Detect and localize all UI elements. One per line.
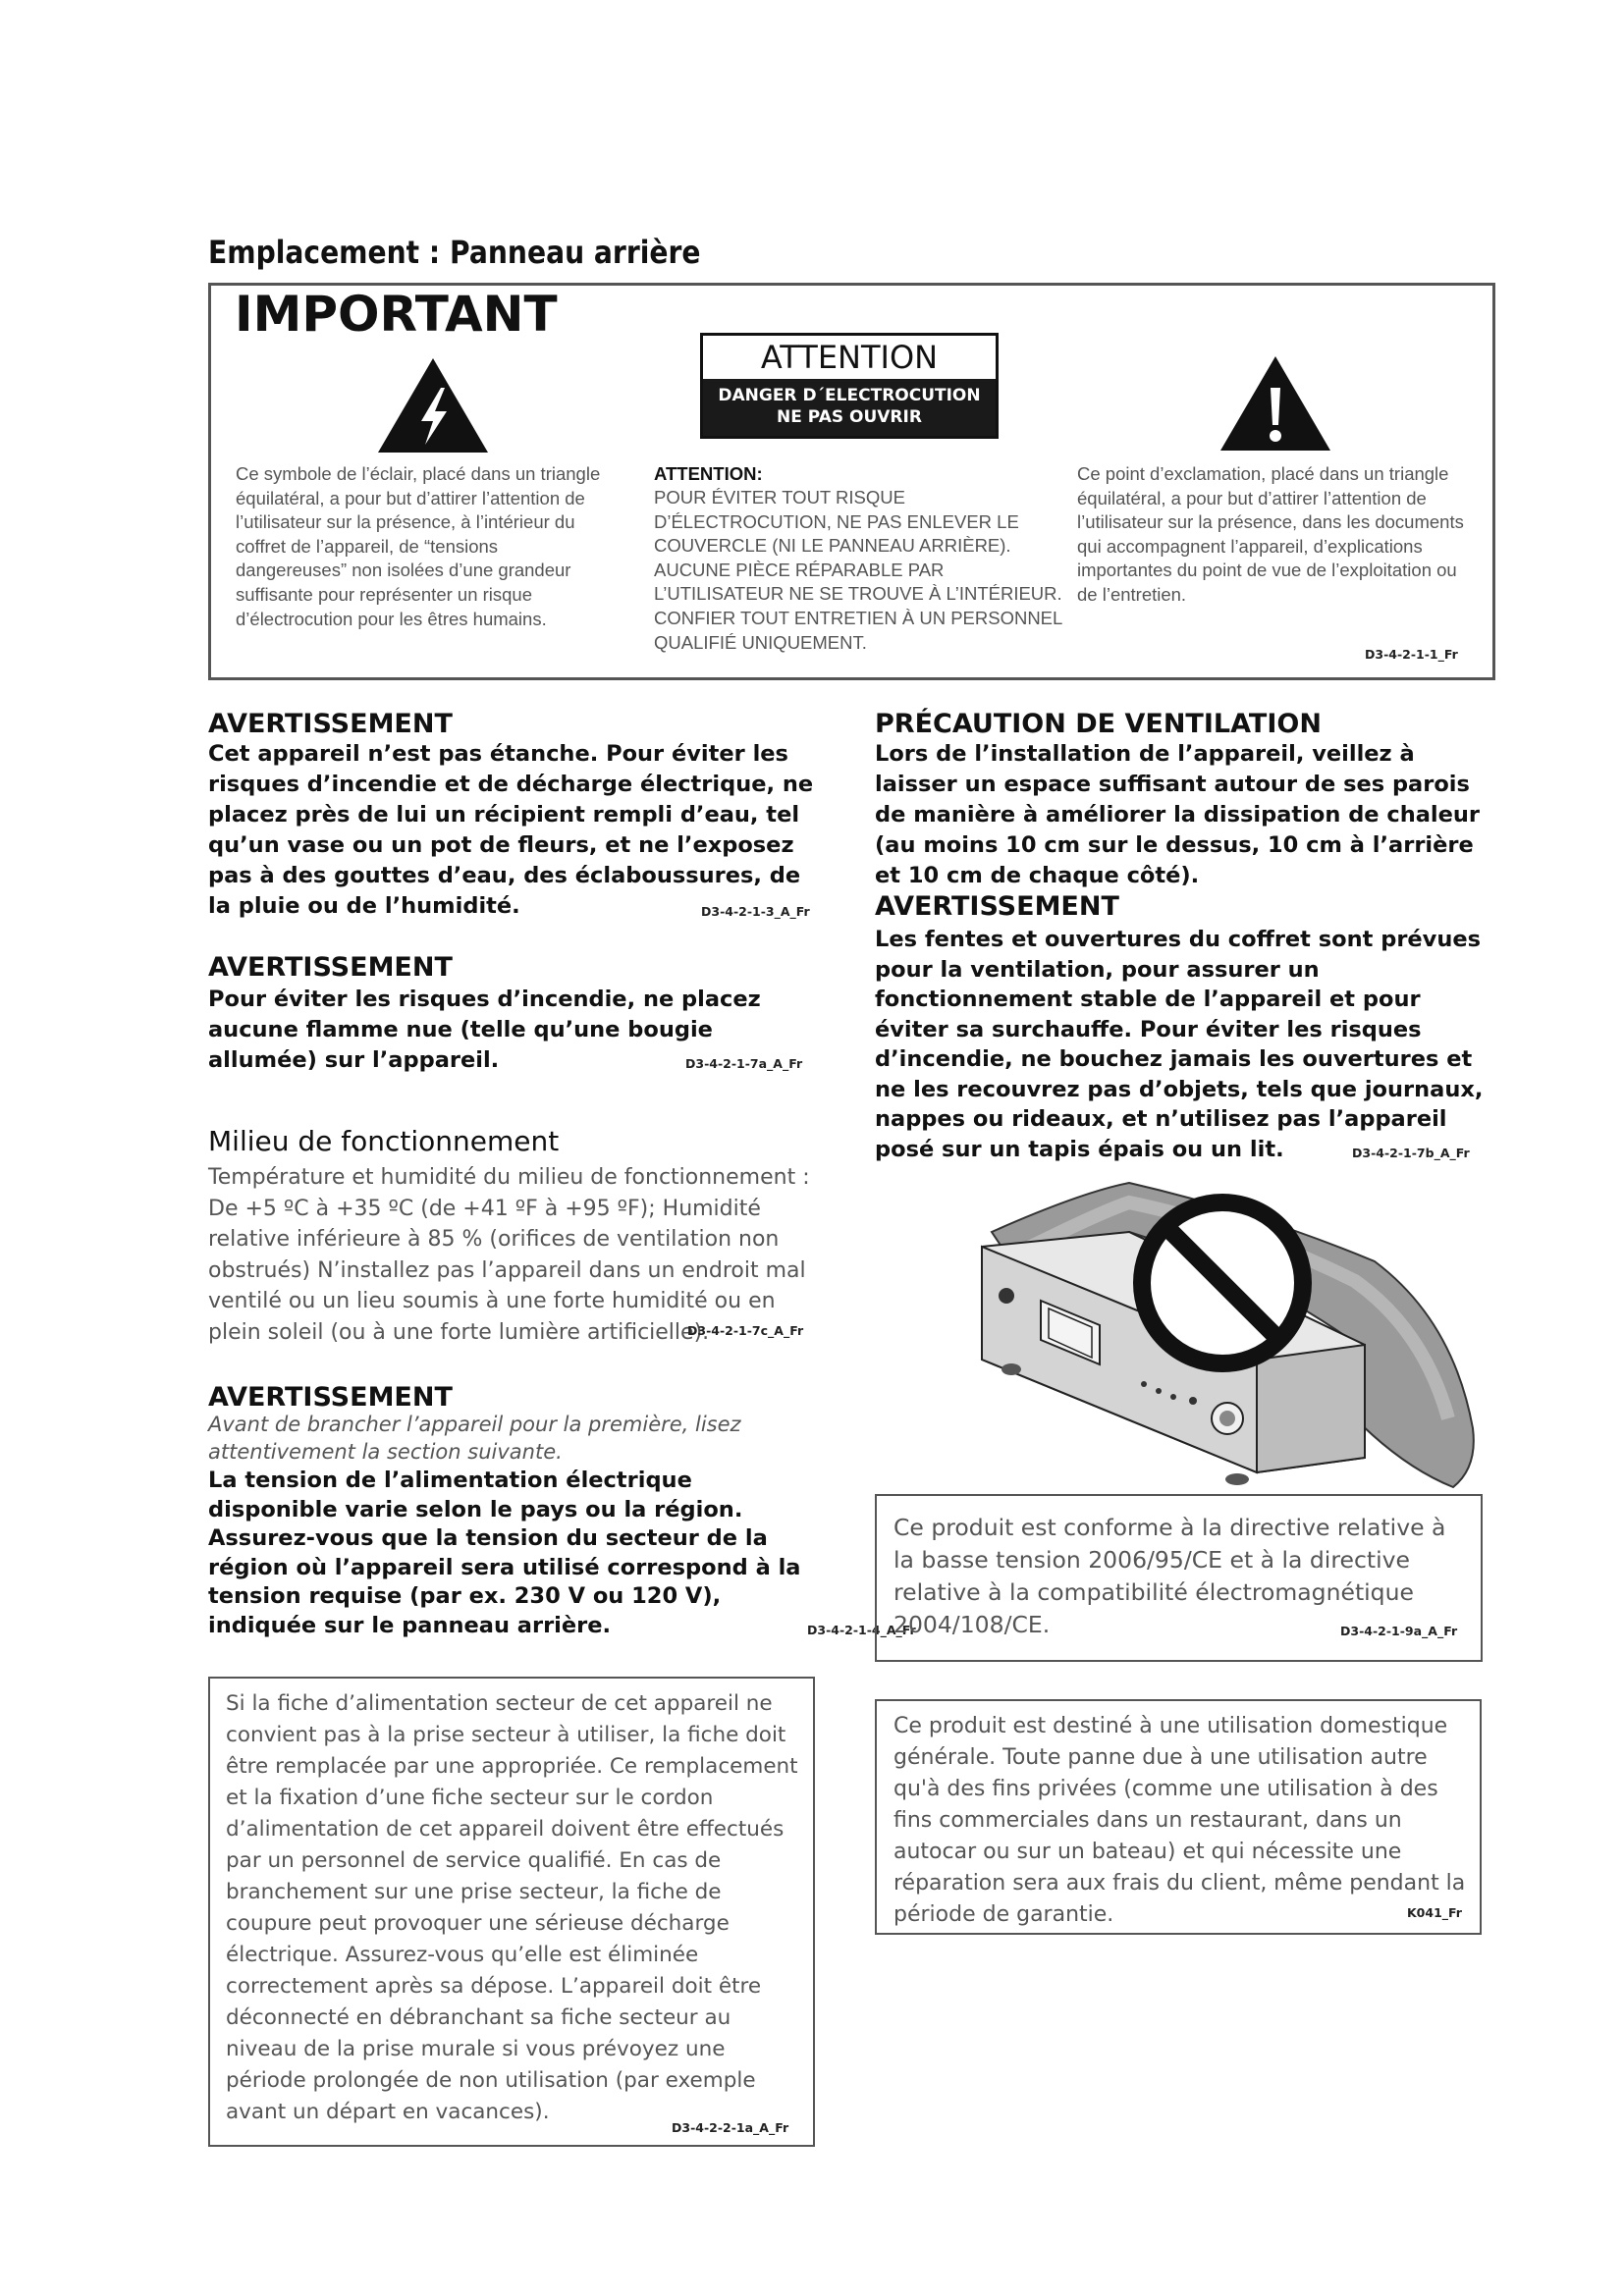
environment-heading: Milieu de fonctionnement — [208, 1125, 560, 1157]
domestic-box — [875, 1699, 1482, 1935]
warning4-text: Les fentes et ouvertures du coffret sont prévues pour la ventilation, pour assurer un fonctionnement stable de l’appareil et pour éviter sa surchauffe. Pour éviter les risques d’incendie, ne bouchez jamais les ouvertures et ne les recouvrez pas d’objets, tels que journaux, nappes ou rideaux, et n’utilisez pas l’appareil posé sur un tapis épais ou un lit. — [875, 927, 1484, 1162]
exclamation-description: Ce point d’exclamation, placé dans un triangle équilatéral, a pour but d’attirer l’attention de l’utilisateur sur la présence, dans les documents qui accompagnent l’appareil, d’explications importantes du point de vue de l’exploitation ou de l’entretien. — [1077, 463, 1464, 605]
conformity-text: Ce produit est conforme à la directive relative à la basse tension 2006/95/CE et à la directive relative à la compatibilité électromagnétique 2004/108/CE. — [893, 1514, 1446, 1638]
covered-device-illustration — [962, 1173, 1502, 1497]
plug-text: Si la fiche d’alimentation secteur de cet appareil ne convient pas à la prise secteur à utiliser, la fiche doit être remplacée par une appropriée. Ce remplacement et la fixation d’une fiche secteur sur le cordon d’alimentation de cet appareil doivent être effectués par un personnel de service qualifié. En cas de branchement sur une prise secteur, la fiche de coupure peut provoquer une sérieuse décharge électrique. Assurez-vous qu’elle est éliminée correctement après sa dépose. L’appareil doit être déconnecté en débranchant sa fiche secteur au niveau de la prise murale si vous prévoyez une période prolongée de non utilisation (par exemple avant un départ en vacances). — [226, 1691, 798, 2124]
attention-label-title: ATTENTION — [760, 339, 939, 376]
environment-code: D3-4-2-1-7c_A_Fr — [687, 1323, 804, 1338]
warning2-code: D3-4-2-1-7a_A_Fr — [685, 1056, 803, 1071]
attention-heading: ATTENTION: — [654, 463, 763, 484]
page-title: Emplacement : Panneau arrière — [208, 234, 701, 271]
conformity-code: D3-4-2-1-9a_A_Fr — [1340, 1624, 1458, 1638]
lightning-warning-icon — [376, 356, 490, 454]
lightning-description: Ce symbole de l’éclair, placé dans un triangle équilatéral, a pour but d’attirer l’attention de l’utilisateur sur la présence, à l’intérieur du coffret de l’appareil, de “tensions dangereuses” non isolées d’une grandeur suffisante pour représenter un risque d’électrocution pour les êtres humains. — [236, 463, 601, 629]
attention-label-danger — [703, 379, 996, 436]
ventilation-text: Lors de l’installation de l’appareil, veillez à laisser un espace suffisant autour de ses parois de manière à améliorer la dissipation de chaleur (au moins 10 cm sur le dessus, 10 cm à l’arrière et 10 cm de chaque côté). — [875, 741, 1481, 888]
domestic-text: Ce produit est destiné à une utilisation domestique générale. Toute panne due à une utilisation autre qu'à des fins privées (comme une utilisation à des fins commerciales dans un restaurant, dans un autocar ou sur un bateau) et qui nécessite une réparation sera aux frais du client, même pendant la période de garantie. — [893, 1714, 1466, 1927]
warning1-heading: AVERTISSEMENT — [208, 709, 453, 739]
ventilation-heading: PRÉCAUTION DE VENTILATION — [875, 709, 1322, 739]
attention-label-line1: DANGER D´ELECTROCUTION — [718, 386, 981, 405]
conformity-box — [875, 1494, 1483, 1662]
warning3-heading: AVERTISSEMENT — [208, 1382, 453, 1413]
attention-label-line2: NE PAS OUVRIR — [777, 407, 922, 427]
warning3-code: D3-4-2-1-4_A_Fr — [807, 1623, 916, 1637]
warning4-heading: AVERTISSEMENT — [875, 891, 1119, 922]
domestic-code: K041_Fr — [1407, 1905, 1462, 1920]
plug-code: D3-4-2-2-1a_A_Fr — [672, 2120, 789, 2135]
warning2-heading: AVERTISSEMENT — [208, 952, 453, 983]
environment-text: Température et humidité du milieu de fonctionnement : De +5 ºC à +35 ºC (de +41 ºF à +95 ºF); Humidité relative inférieure à 85 % (orifices de ventilation non obstrués) N’installez pas l’appareil dans un endroit mal ventilé ou un lieu soumis à une forte humidité ou en plein soleil (ou à une forte lumière artificielle). — [208, 1165, 810, 1345]
warning1-text: Cet appareil n’est pas étanche. Pour éviter les risques d’incendie et de décharge électrique, ne placez près de lui un récipient rempli d’eau, tel qu’un vase ou un pot de fleurs, et ne l’exposez pas à des gouttes d’eau, des éclaboussures, de la pluie ou de l’humidité. — [208, 741, 814, 919]
warning2-text: Pour éviter les risques d’incendie, ne placez aucune flamme nue (telle qu’une bougie allumée) sur l’appareil. — [208, 987, 761, 1073]
attention-description: POUR ÉVITER TOUT RISQUE D’ÉLECTROCUTION, NE PAS ENLEVER LE COUVERCLE (NI LE PANNEAU ARRIÈRE). AUCUNE PIÈCE RÉPARABLE PAR L’UTILISATEUR NE SE TROUVE À L’INTÉRIEUR. CONFIER TOUT ENTRETIEN À UN PERSONNEL QUALIFIÉ UNIQUEMENT. — [654, 487, 1062, 653]
warning3-italic: Avant de brancher l’appareil pour la première, lisez attentivement la section suivante. — [208, 1413, 741, 1464]
warning1-code: D3-4-2-1-3_A_Fr — [701, 904, 810, 919]
attention-label — [700, 333, 999, 439]
important-box — [208, 283, 1495, 680]
plug-box — [208, 1677, 815, 2147]
exclamation-warning-icon — [1218, 354, 1332, 453]
warning3-text: La tension de l’alimentation électrique disponible varie selon le pays ou la région. Assurez-vous que la tension du secteur de la région où l’appareil sera utilisé correspond à la tension requise (par ex. 230 V ou 120 V), indiquée sur le panneau arrière. — [208, 1468, 801, 1638]
important-heading: IMPORTANT — [235, 286, 558, 343]
warning4-code: D3-4-2-1-7b_A_Fr — [1352, 1146, 1470, 1160]
important-code: D3-4-2-1-1_Fr — [1365, 647, 1458, 662]
